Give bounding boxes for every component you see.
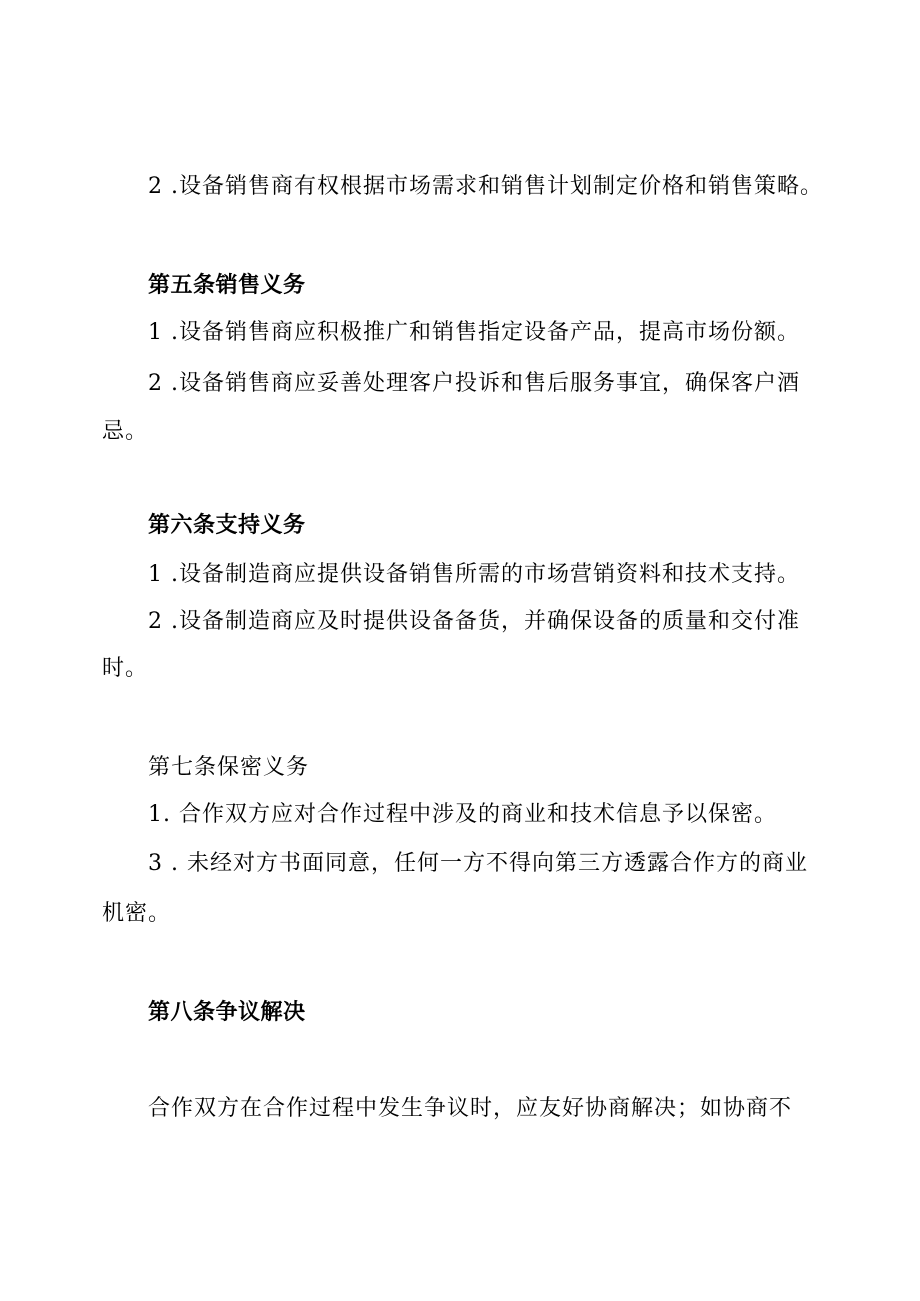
clause5-item1: 1 .设备销售商应积极推广和销售指定设备产品，提高市场份额。 (148, 320, 800, 345)
clause4-item2: 2 .设备销售商有权根据市场需求和销售计划制定价格和销售策略。 (148, 174, 823, 199)
clause7-item3-line2: 机密。 (102, 901, 172, 926)
clause5-heading: 第五条销售义务 (148, 272, 306, 298)
clause8-paragraph-line1: 合作双方在合作过程中发生争议时，应友好协商解决；如协商不 (148, 1096, 793, 1121)
clause7-heading: 第七条保密义务 (148, 755, 310, 780)
clause6-item2-line1: 2 .设备制造商应及时提供设备备货，并确保设备的质量和交付准 (148, 609, 800, 634)
clause6-heading: 第六条支持义务 (148, 512, 306, 538)
clause6-item1: 1 .设备制造商应提供设备销售所需的市场营销资料和技术支持。 (148, 562, 800, 587)
clause7-item3-line1: 3 . 未经对方书面同意，任何一方不得向第三方透露合作方的商业 (148, 851, 808, 876)
clause5-item2-line1: 2 .设备销售商应妥善处理客户投诉和售后服务事宜，确保客户酒 (148, 371, 800, 396)
clause5-item2-line2: 忌。 (102, 419, 149, 444)
clause7-item1: 1. 合作双方应对合作过程中涉及的商业和技术信息予以保密。 (148, 802, 777, 827)
clause8-heading: 第八条争议解决 (148, 999, 306, 1025)
clause6-item2-line2: 时。 (102, 656, 149, 681)
